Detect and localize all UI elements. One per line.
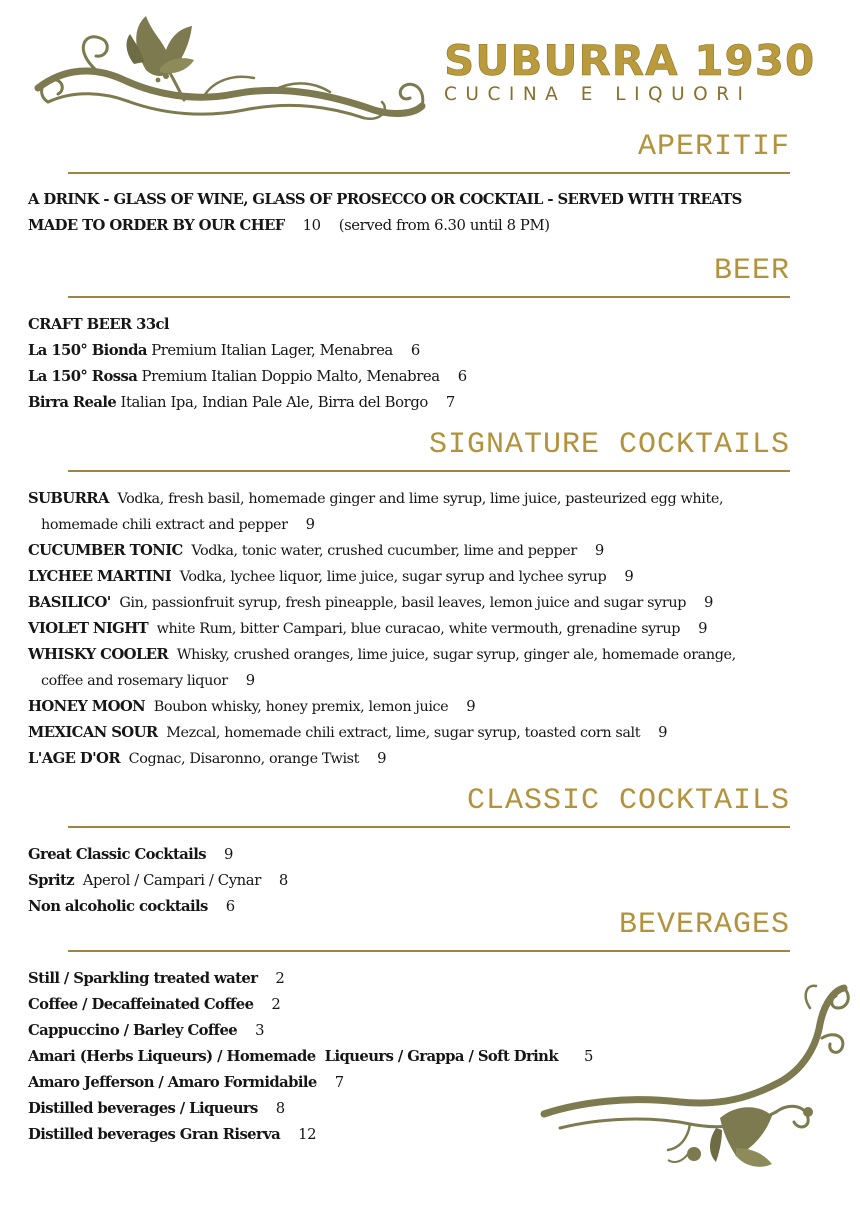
item-desc: Aperol / Campari / Cynar [82,872,261,889]
list-item-continued [28,668,736,694]
section-title-aperitif: APERITIF [637,130,790,164]
item-desc: Premium Italian Doppio Malto, Menabrea [141,368,440,385]
section-title-signature-cocktails: SIGNATURE COCKTAILS [428,428,790,462]
list-item [28,1096,593,1122]
list-item [28,966,593,992]
item-price: 9 [223,846,233,863]
list-item [28,364,467,390]
signature-section [28,486,736,772]
list-item [28,1018,593,1044]
item-desc: Italian Ipa, Indian Pale Ale, Birra del Borgo [120,394,428,411]
item-price: 9 [698,620,708,637]
item-desc: Vodka, lychee liquor, lime juice, sugar syrup and lychee syrup [179,569,607,585]
aperitif-line-2: MADE TO ORDER BY OUR CHEF [28,217,285,234]
list-item [28,992,593,1018]
item-price: 9 [658,724,668,741]
aperitif-note: (served from 6.30 until 8 PM) [338,217,550,234]
beer-subheading: CRAFT BEER 33cl [28,316,169,333]
item-name: WHISKY COOLER [28,646,169,663]
brand-subtitle: CUCINA E LIQUORI [444,84,752,105]
item-price: 9 [377,750,387,767]
list-item [28,694,736,720]
item-price: 7 [445,394,455,411]
item-desc: white Rum, bitter Campari, blue curacao, white vermouth, grenadine syrup [156,621,681,637]
list-item [28,720,736,746]
item-name: BASILICO' [28,594,111,611]
item-desc-continued: homemade chili extract and pepper [41,517,288,533]
list-item [28,338,467,364]
list-item [28,616,736,642]
list-item [28,486,736,512]
item-desc-continued: coffee and rosemary liquor [41,673,228,689]
item-desc: Cognac, Disaronno, orange Twist [128,751,360,767]
brand-name: SUBURRA 1930 [444,36,816,85]
item-price: 9 [305,516,315,533]
item-price: 6 [225,898,235,915]
item-name: HONEY MOON [28,698,146,715]
item-price: 7 [334,1074,344,1091]
item-name: MEXICAN SOUR [28,724,158,741]
list-item [28,842,288,868]
list-item [28,538,736,564]
section-divider [68,470,790,472]
list-item [28,1122,593,1148]
classic-section [28,842,288,920]
list-item [28,746,736,772]
item-name: La 150° Bionda [28,342,147,359]
item-price: 9 [245,672,255,689]
item-price: 9 [594,542,604,559]
item-name: Spritz [28,872,75,889]
item-price: 12 [298,1126,317,1143]
item-desc: Vodka, fresh basil, homemade ginger and lime syrup, lime juice, pasteurized egg white, [117,491,724,507]
list-item [28,564,736,590]
item-price: 9 [704,594,714,611]
item-name: CUCUMBER TONIC [28,542,183,559]
item-price: 9 [624,568,634,585]
list-item-continued [28,512,736,538]
item-name: Amari (Herbs Liqueurs) / Homemade Liqueurs / Grappa / Soft Drink [28,1048,558,1065]
section-divider [68,172,790,174]
item-price: 6 [410,342,420,359]
list-item [28,894,288,920]
item-price: 9 [466,698,476,715]
item-price: 5 [584,1048,594,1065]
section-divider [68,296,790,298]
list-item [28,1044,593,1070]
corner-flower-ornament-icon [540,978,852,1174]
beer-section [28,312,467,416]
item-price: 3 [255,1022,265,1039]
item-price: 8 [278,872,288,889]
brand [444,36,816,105]
beverages-section [28,966,593,1148]
item-name: Great Classic Cocktails [28,846,206,863]
item-name: Coffee / Decaffeinated Coffee [28,996,254,1013]
list-item [28,590,736,616]
item-name: SUBURRA [28,490,109,507]
item-desc: Vodka, tonic water, crushed cucumber, lime and pepper [191,543,577,559]
item-desc: Boubon whisky, honey premix, lemon juice [153,699,449,715]
aperitif-line-1: A DRINK - GLASS OF WINE, GLASS OF PROSECCO OR COCKTAIL - SERVED WITH TREATS [28,191,742,208]
item-name: LYCHEE MARTINI [28,568,172,585]
item-name: L'AGE D'OR [28,750,121,767]
item-name: Amaro Jefferson / Amaro Formidabile [28,1074,317,1091]
section-divider [68,826,790,828]
section-title-beer: BEER [713,254,790,288]
list-item [28,868,288,894]
list-item [28,642,736,668]
list-item [28,1070,593,1096]
item-name: Distilled beverages Gran Riserva [28,1126,281,1143]
item-price: 6 [457,368,467,385]
flower-ornament-icon [34,10,426,128]
item-desc: Mezcal, homemade chili extract, lime, sugar syrup, toasted corn salt [166,725,641,741]
item-desc: Whisky, crushed oranges, lime juice, sugar syrup, ginger ale, homemade orange, [176,647,736,663]
item-name: Non alcoholic cocktails [28,898,208,915]
item-name: Distilled beverages / Liqueurs [28,1100,258,1117]
section-title-classic-cocktails: CLASSIC COCKTAILS [466,784,790,818]
item-name: Birra Reale [28,394,117,411]
aperitif-section [28,187,742,239]
item-desc: Premium Italian Lager, Menabrea [151,342,393,359]
item-price: 2 [275,970,285,987]
item-name: La 150° Rossa [28,368,138,385]
section-divider [68,950,790,952]
item-price: 8 [275,1100,285,1117]
section-title-beverages: BEVERAGES [618,908,790,942]
item-price: 2 [271,996,281,1013]
item-name: VIOLET NIGHT [28,620,149,637]
item-desc: Gin, passionfruit syrup, fresh pineapple, basil leaves, lemon juice and sugar syrup [119,595,687,611]
aperitif-price: 10 [302,217,321,234]
item-name: Still / Sparkling treated water [28,970,258,987]
list-item [28,390,467,416]
item-name: Cappuccino / Barley Coffee [28,1022,238,1039]
